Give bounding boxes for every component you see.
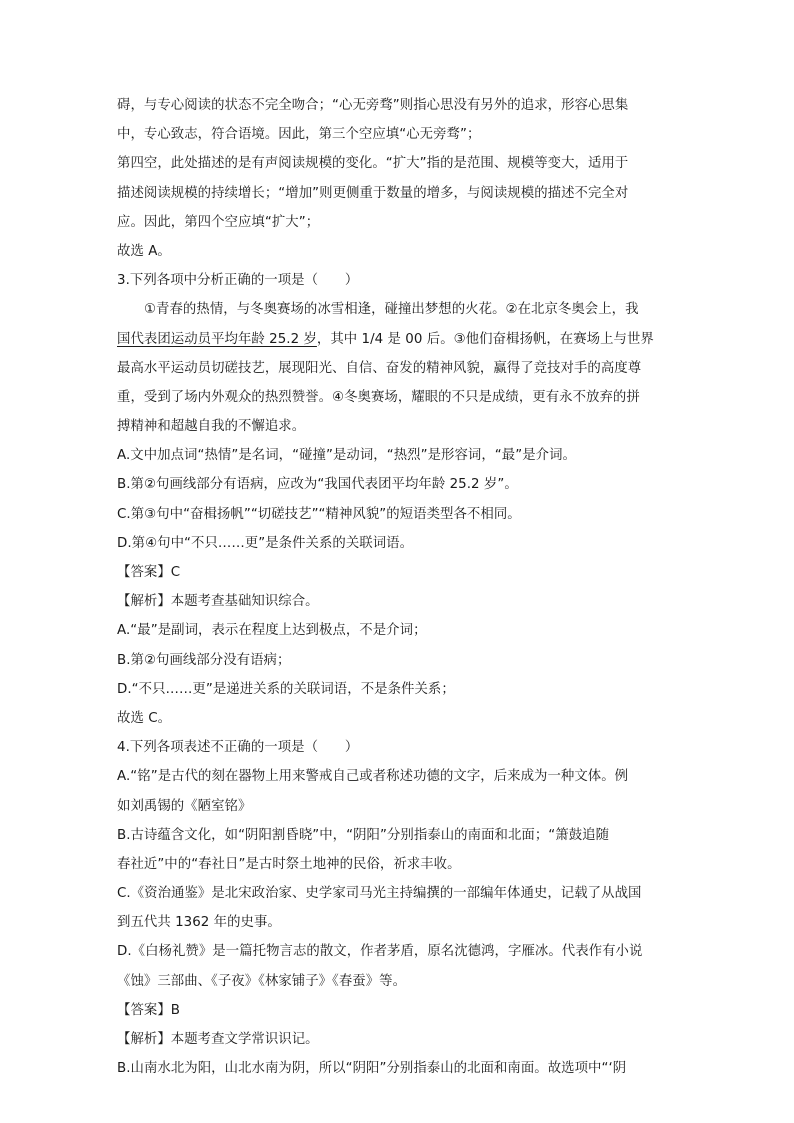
underlined-phrase: 国代表团运动员平均年龄 25.2 岁 [117,331,317,347]
analysis-line: D.“不只……更”是递进关系的关联词语，不是条件关系； [117,681,455,697]
option-b-cont: 春社近”中的“春社日”是古时祭土地神的民俗，祈求丰收。 [117,856,461,872]
option-a-cont: 如刘禹锡的《陋室铭》 [117,798,252,814]
analysis-line: B.第②句画线部分没有语病； [117,652,291,668]
document-page [117,91,682,1083]
option-c: C.《资治通鉴》是北宋政治家、史学家司马光主持编撰的一部编年体通史，记载了从战国 [117,886,642,902]
passage-line: 重，受到了场内外观众的热烈赞誉。④冬奥赛场，耀眼的不只是成绩，更有永不放弃的拼 [117,389,640,405]
text-line: 描述阅读规模的持续增长；“增加”则更侧重于数量的增多，与阅读规模的描述不完全对 [117,185,629,201]
option-d: D.《白杨礼赞》是一篇托物言志的散文，作者茅盾，原名沈德鸿，字雁冰。代表作有小说 [117,944,643,960]
passage-line [117,325,682,354]
text-line: 碍，与专心阅读的状态不完全吻合；“心无旁骛”则指心思没有另外的追求，形容心思集 [117,98,629,113]
option-c: C.第③句中“奋楫扬帆”“切磋技艺”“精神风貌”的短语类型各不相同。 [117,506,521,522]
option-b: B.第②句画线部分有语病，应改为“我国代表团平均年龄 25.2 岁”。 [117,477,518,493]
option-b: B.古诗蕴含文化，如“阴阳割昏晓”中，“阴阳”分别指泰山的南面和北面；“箫鼓追随 [117,827,610,843]
analysis-label: 【解析】本题考查文学常识识记。 [117,1032,319,1047]
option-a: A.“铭”是古代的刻在器物上用来警戒自己或者称述功德的文字，后来成为一种文体。例 [117,769,629,785]
passage-line: 最高水平运动员切磋技艺，展现阳光、自信、奋发的精神风貌，赢得了竞技对手的高度尊 [117,360,642,376]
analysis-line: A.“最”是副词，表示在程度上达到极点，不是介词； [117,623,427,639]
question-4-stem: 4.下列各项表述不正确的一项是（ ） [117,740,359,756]
analysis-label: 【解析】本题考查基础知识综合。 [117,594,319,610]
option-d-cont: 《蚀》三部曲、《子夜》《林家铺子》《春蚕》等。 [117,973,407,989]
answer-label: 【答案】B [117,1002,180,1018]
passage-line: 搏精神和超越自我的不懈追求。 [117,419,306,435]
option-c-cont: 到五代共 1362 年的史事。 [117,915,281,931]
text-line: 第四空，此处描述的是有声阅读规模的变化。“扩大”指的是范围、规模等变大，适用于 [117,156,629,172]
passage-line: ①青春的热情，与冬奥赛场的冰雪相逢，碰撞出梦想的火花。②在北京冬奥会上，我 [144,302,639,318]
answer-label: 【答案】C [117,565,181,580]
text-line: 应。因此，第四个空应填“扩大”； [117,214,320,230]
option-d: D.第④句中“不只……更”是条件关系的关联词语。 [117,535,414,551]
analysis-line: B.山南水北为阳，山北水南为阴，所以“阴阳”分别指泰山的北面和南面。故选项中“‘阴 [117,1061,627,1077]
text-line: 中，专心致志，符合语境。因此，第三个空应填“心无旁骛”； [117,127,481,143]
text-line: 故选 A。 [117,243,171,259]
analysis-line: 故选 C。 [117,710,172,726]
passage-line-rest: ，其中 1/4 是 00 后。③他们奋楫扬帆，在赛场上与世界 [316,331,654,347]
question-3-stem: 3.下列各项中分析正确的一项是（ ） [117,273,359,289]
option-a: A.文中加点词“热情”是名词，“碰撞”是动词，“热烈”是形容词，“最”是介词。 [117,448,576,464]
